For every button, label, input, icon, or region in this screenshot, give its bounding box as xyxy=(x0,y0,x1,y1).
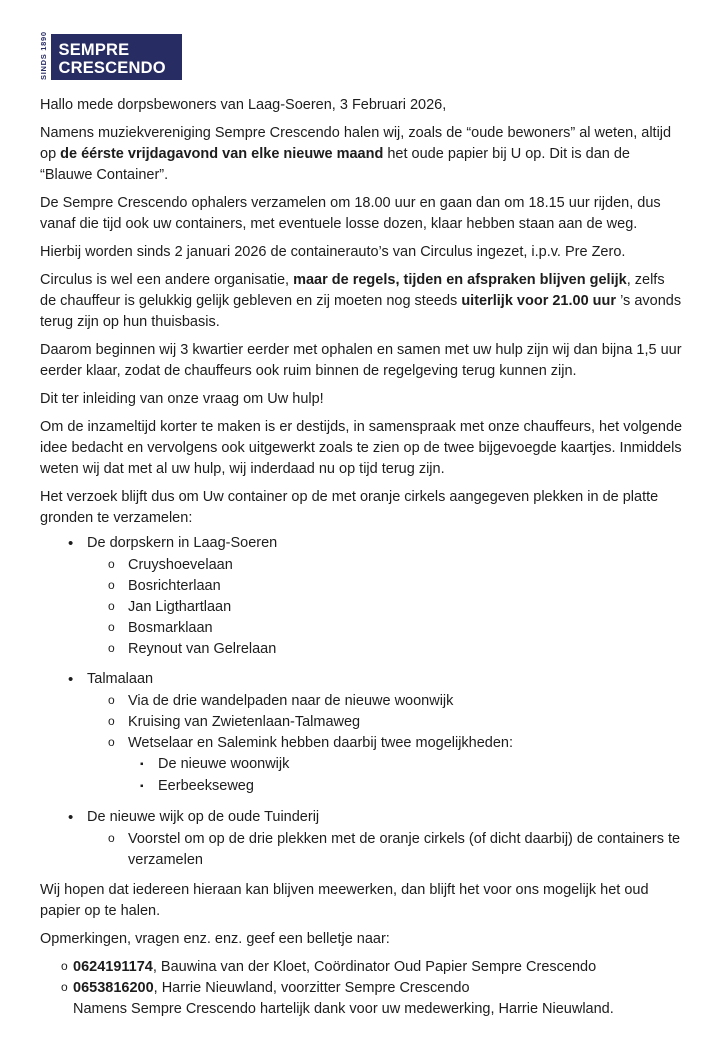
list-item xyxy=(40,555,684,576)
rules-paragraph xyxy=(40,270,684,333)
list-item xyxy=(40,597,684,618)
list-item xyxy=(40,733,684,754)
phone-number: 0653816200 xyxy=(73,980,154,996)
list-item-label: Reynout van Gelrelaan xyxy=(128,641,277,657)
list-item xyxy=(40,712,684,733)
bullet-circle xyxy=(108,733,128,754)
list-item-label: De nieuwe wijk op de oude Tuinderij xyxy=(87,809,320,825)
contact-text xyxy=(73,978,470,999)
list-item xyxy=(40,618,684,639)
contact-item xyxy=(40,957,684,978)
bullet-circle xyxy=(108,639,128,660)
list-item-label: Voorstel om op de drie plekken met de oranje cirkels (of dicht daarbij) de containers te verzamelen xyxy=(128,831,681,868)
list-item xyxy=(40,669,684,691)
help-request-intro: Dit ter inleiding van onze vraag om Uw hulp! xyxy=(40,391,324,407)
bullet-disc xyxy=(68,669,87,691)
closing-line: Namens Sempre Crescendo hartelijk dank voor uw medewerking, Harrie Nieuwland. xyxy=(73,1001,614,1017)
bold-run: maar de regels, tijden en afspraken blijven gelijk xyxy=(293,272,627,288)
list-item xyxy=(40,576,684,597)
text-run: Circulus is wel een andere organisatie, xyxy=(40,272,294,288)
logo xyxy=(39,31,684,80)
contact-intro: Opmerkingen, vragen enz. enz. geef een belletje naar: xyxy=(40,931,390,947)
list-item-label: Kruising van Zwietenlaan-Talmaweg xyxy=(128,714,361,730)
list-item-label: Bosmarklaan xyxy=(128,620,213,636)
list-item-label: Via de drie wandelpaden naar de nieuwe woonwijk xyxy=(128,693,454,709)
cooperation-paragraph: Wij hopen dat iedereen hieraan kan blijven meewerken, dan blijft het voor ons mogelijk het oud papier op te halen. xyxy=(40,882,649,919)
list-item-label: Talmalaan xyxy=(87,671,154,687)
text-run: , zelfs de chauffeur is gelukkig gelijk gebleven en zij moeten nog steeds xyxy=(40,272,665,309)
bullet-circle xyxy=(108,712,128,733)
list-item-label: Wetselaar en Salemink hebben daarbij twee mogelijkheden: xyxy=(128,735,514,751)
logo-name-line1: SEMPRE xyxy=(58,41,130,59)
shorter-collection-paragraph: Om de inzameltijd korter te maken is er destijds, in samenspraak met onze chauffeurs, het volgende idee bedacht en vervolgens ook uitgewerkt zoals te zien op de twee bijgevoegde kaartjes. Inmiddels weten wij dat met al uw hulp, wij inderdaad nu op tijd terug zijn. xyxy=(40,419,683,477)
container-request-paragraph: Het verzoek blijft dus om Uw container op de met oranje cirkels aangegeven plekken in de platte gronden te verzamelen: xyxy=(40,489,659,526)
contact-list xyxy=(40,957,684,1020)
list-item xyxy=(40,533,684,555)
bullet-circle xyxy=(108,618,128,639)
bullet-disc xyxy=(68,533,87,555)
list-item-label: Cruyshoevelaan xyxy=(128,557,233,573)
bold-run: de éérste vrijdagavond van elke nieuwe maand xyxy=(60,146,384,162)
list-item xyxy=(40,639,684,660)
intro-paragraph xyxy=(40,123,684,186)
bullet-circle xyxy=(61,957,73,978)
location-list-talmalaan xyxy=(40,669,684,798)
text-run: Namens muziekvereniging Sempre Crescendo halen wij, zoals de “oude bewoners” al weten, altijd op xyxy=(40,125,672,162)
location-list-tuinderij xyxy=(40,807,684,871)
location-list-dorpskern xyxy=(40,533,684,660)
greeting-line: Hallo mede dorpsbewoners van Laag-Soeren, 3 Februari 2026, xyxy=(40,97,447,113)
list-item xyxy=(40,691,684,712)
list-item xyxy=(40,754,684,776)
pickup-times-paragraph: De Sempre Crescendo ophalers verzamelen om 18.00 uur en gaan dan om 18.15 uur rijden, dus vanaf die tijd ook uw containers, met eventuele losse dozen, klaar hebben staan aan de weg. xyxy=(40,195,661,232)
bullet-square xyxy=(140,754,158,776)
text-run: , Bauwina van der Kloet, Coördinator Oud Papier Sempre Crescendo xyxy=(152,959,597,975)
list-item xyxy=(40,776,684,798)
contact-text xyxy=(73,957,596,978)
bullet-square xyxy=(140,776,158,798)
bullet-circle xyxy=(108,576,128,597)
list-item xyxy=(40,807,684,829)
text-run: het oude papier bij U op. Dit is dan de “Blauwe Container”. xyxy=(40,146,630,183)
bullet-circle xyxy=(108,555,128,576)
logo-name-line2: CRESCENDO xyxy=(58,58,166,77)
list-item-label: Bosrichterlaan xyxy=(128,578,221,594)
phone-number: 0624191174 xyxy=(73,959,153,975)
bullet-circle xyxy=(108,829,128,871)
bullet-disc xyxy=(68,807,87,829)
text-run: ’s avonds terug zijn op hun thuisbasis. xyxy=(40,293,682,330)
contact-item xyxy=(40,978,684,999)
earlier-start-paragraph: Daarom beginnen wij 3 kwartier eerder met ophalen en samen met uw hulp zijn wij dan bijna 1,5 uur eerder klaar, zodat de chauffeurs ook ruim binnen de regelgeving terug kunnen zijn. xyxy=(40,342,682,379)
circulus-paragraph: Hierbij worden sinds 2 januari 2026 de containerauto’s van Circulus ingezet, i.p.v. Pre Zero. xyxy=(40,244,626,260)
bullet-circle xyxy=(108,597,128,618)
bullet-circle xyxy=(108,691,128,712)
bullet-circle xyxy=(61,978,73,999)
list-item-label: Jan Ligthartlaan xyxy=(128,599,232,615)
list-item-label: Eerbeekseweg xyxy=(158,778,254,794)
logo-box xyxy=(51,34,182,80)
list-item xyxy=(40,829,684,871)
list-item-label: De nieuwe woonwijk xyxy=(158,756,290,772)
list-item-label: De dorpskern in Laag-Soeren xyxy=(87,535,278,551)
bold-run: uiterlijk voor 21.00 uur xyxy=(461,293,617,309)
logo-sinds-text: SINDS 1890 xyxy=(39,31,48,80)
text-run: , Harrie Nieuwland, voorzitter Sempre Crescendo xyxy=(153,980,470,996)
